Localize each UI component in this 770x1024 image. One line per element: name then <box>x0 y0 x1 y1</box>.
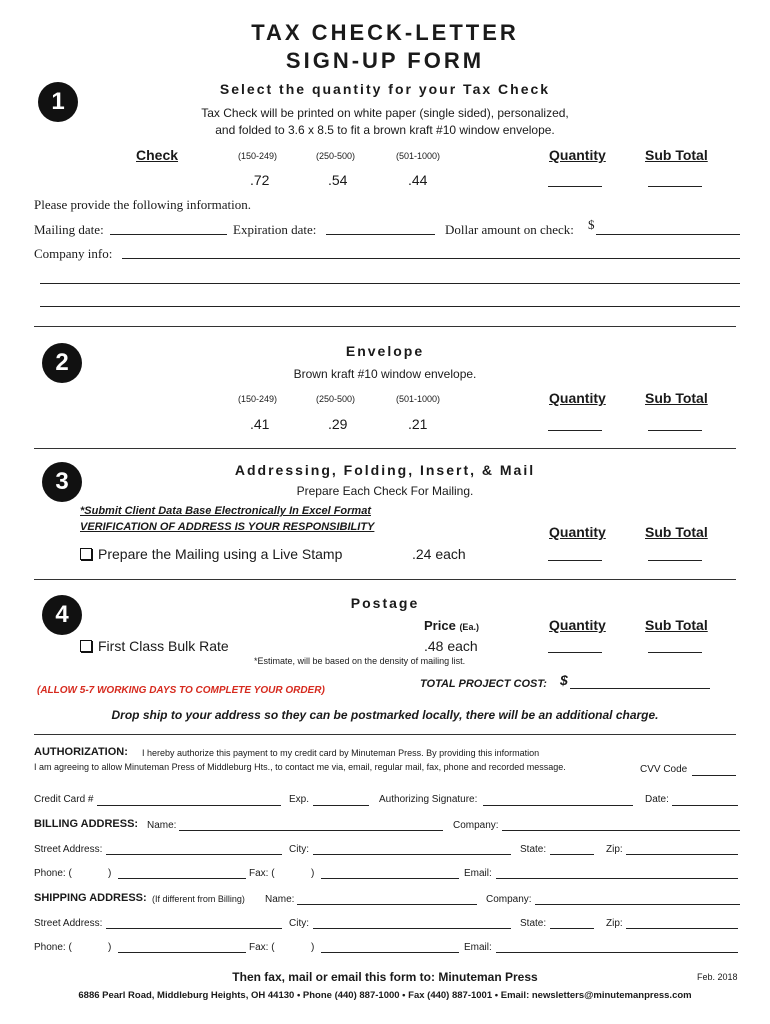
col-check-header: Check <box>136 147 179 163</box>
shipping-phone-field[interactable] <box>118 952 246 953</box>
billing-fax-label: Fax: ( <box>249 868 275 879</box>
send-form-line: Then fax, mail or email this form to: Minuteman Press <box>232 970 538 984</box>
section2-heading: Envelope <box>345 343 425 359</box>
billing-phone-field[interactable] <box>118 878 246 879</box>
date-label: Date: <box>645 794 669 805</box>
drop-ship-note: Drop ship to your address so they can be postmarked locally, there will be an additional charge. <box>111 708 659 722</box>
shipping-street-label: Street Address: <box>34 918 103 929</box>
divider <box>34 734 736 735</box>
bulk-rate-option[interactable] <box>80 638 229 654</box>
exp-field[interactable] <box>313 805 369 806</box>
expiration-date-field[interactable] <box>326 234 435 235</box>
price-501-1000: .44 <box>408 172 428 188</box>
company-info-field-1[interactable] <box>122 258 740 259</box>
shipping-subheading: (If different from Billing) <box>152 894 245 904</box>
tier-150-249: (150-249) <box>238 151 278 161</box>
check-subtotal-field[interactable] <box>648 186 702 187</box>
billing-name-field[interactable] <box>179 830 443 831</box>
company-info-field-3[interactable] <box>40 306 740 307</box>
bulk-rate-label: First Class Bulk Rate <box>98 638 229 654</box>
billing-zip-label: Zip: <box>606 844 623 855</box>
working-days-note: (ALLOW 5-7 WORKING DAYS TO COMPLETE YOUR ORDER) <box>37 685 325 696</box>
bulk-rate-price: .48 each <box>424 638 478 654</box>
shipping-email-field[interactable] <box>496 952 738 953</box>
auth-signature-field[interactable] <box>483 805 633 806</box>
date-field[interactable] <box>672 805 738 806</box>
billing-city-field[interactable] <box>313 854 511 855</box>
mailing-date-label: Mailing date: <box>34 222 104 237</box>
section1-desc-line1: Tax Check will be printed on white paper (single sided), personalized, <box>201 106 569 120</box>
price-label: Price <box>424 618 456 633</box>
authorization-text-line1: I hereby authorize this payment to my credit card by Minuteman Press. By providing this information <box>142 748 540 758</box>
shipping-city-field[interactable] <box>313 928 511 929</box>
shipping-phone-paren: ) <box>108 942 112 953</box>
dollar-amount-label: Dollar amount on check: <box>445 222 574 237</box>
shipping-state-field[interactable] <box>550 928 594 929</box>
shipping-fax-paren: ) <box>311 942 315 953</box>
price-each-header <box>424 618 479 633</box>
form-date: Feb. 2018 <box>697 972 738 982</box>
live-stamp-option[interactable] <box>80 546 342 562</box>
contact-line: 6886 Pearl Road, Middleburg Heights, OH 44130 • Phone (440) 887-1000 • Fax (440) 887-1001 • Email: newsletters@minutemanpress.com <box>78 990 692 1001</box>
divider <box>34 326 736 327</box>
postage-quantity-header: Quantity <box>549 617 606 633</box>
billing-company-field[interactable] <box>502 830 740 831</box>
form-title-line1: TAX CHECK-LETTER <box>251 20 519 45</box>
check-quantity-field[interactable] <box>548 186 602 187</box>
tier-501-1000: (501-1000) <box>396 151 441 161</box>
env-price-501-1000: .21 <box>408 416 428 432</box>
section3-heading: Addressing, Folding, Insert, & Mail <box>234 462 536 478</box>
verification-note: VERIFICATION OF ADDRESS IS YOUR RESPONSIBILITY <box>80 521 375 533</box>
section2-desc: Brown kraft #10 window envelope. <box>293 367 477 381</box>
shipping-fax-label: Fax: ( <box>249 942 275 953</box>
excel-format-note: *Submit Client Data Base Electronically In Excel Format <box>80 505 371 517</box>
billing-phone-label: Phone: ( <box>34 868 72 879</box>
billing-street-label: Street Address: <box>34 844 103 855</box>
postage-subtotal-header: Sub Total <box>645 617 708 633</box>
mailing-quantity-field[interactable] <box>548 560 602 561</box>
credit-card-label: Credit Card # <box>34 794 94 805</box>
shipping-email-label: Email: <box>464 942 492 953</box>
postage-quantity-field[interactable] <box>548 652 602 653</box>
price-250-500: .54 <box>328 172 348 188</box>
bulk-rate-checkbox[interactable] <box>80 640 92 652</box>
form-title-line2: SIGN-UP FORM <box>285 48 485 73</box>
env-price-150-249: .41 <box>250 416 270 432</box>
step-2-badge: 2 <box>42 343 82 383</box>
billing-zip-field[interactable] <box>626 854 738 855</box>
shipping-name-label: Name: <box>265 894 295 905</box>
postage-subtotal-field[interactable] <box>648 652 702 653</box>
section1-desc-line2: and folded to 3.6 x 8.5 to fit a brown kraft #10 window envelope. <box>215 123 555 137</box>
env-price-250-500: .29 <box>328 416 348 432</box>
company-info-label: Company info: <box>34 246 113 261</box>
section3-desc: Prepare Each Check For Mailing. <box>296 484 474 498</box>
divider <box>34 448 736 449</box>
mail-quantity-header: Quantity <box>549 524 606 540</box>
shipping-zip-label: Zip: <box>606 918 623 929</box>
auth-signature-label: Authorizing Signature: <box>379 794 478 805</box>
shipping-zip-field[interactable] <box>626 928 738 929</box>
shipping-state-label: State: <box>520 918 547 929</box>
billing-company-label: Company: <box>453 820 499 831</box>
tier-250-500: (250-500) <box>316 151 356 161</box>
billing-state-field[interactable] <box>550 854 594 855</box>
step-4-badge: 4 <box>42 595 82 635</box>
section4-heading: Postage <box>350 595 420 611</box>
shipping-city-label: City: <box>289 918 309 929</box>
dollar-sign: $ <box>588 217 595 232</box>
live-stamp-label: Prepare the Mailing using a Live Stamp <box>98 546 343 562</box>
estimate-note: *Estimate, will be based on the density of mailing list. <box>254 656 466 666</box>
billing-street-field[interactable] <box>106 854 282 855</box>
expiration-date-label: Expiration date: <box>233 222 317 237</box>
mail-subtotal-header: Sub Total <box>645 524 708 540</box>
billing-email-field[interactable] <box>496 878 738 879</box>
mailing-subtotal-field[interactable] <box>648 560 702 561</box>
total-project-cost-field[interactable] <box>570 688 710 689</box>
price-unit: (Ea.) <box>459 622 479 632</box>
shipping-fax-field[interactable] <box>321 952 459 953</box>
col-quantity-header: Quantity <box>549 147 606 163</box>
env-tier-250-500: (250-500) <box>316 394 356 404</box>
shipping-street-field[interactable] <box>106 928 282 929</box>
cvv-label: CVV Code <box>640 764 688 775</box>
step-1-badge: 1 <box>38 82 78 122</box>
shipping-phone-label: Phone: ( <box>34 942 72 953</box>
env-tier-501-1000: (501-1000) <box>396 394 441 404</box>
env-quantity-header: Quantity <box>549 390 606 406</box>
total-project-cost-label: TOTAL PROJECT COST: <box>420 678 547 690</box>
shipping-company-label: Company: <box>486 894 532 905</box>
price-150-249: .72 <box>250 172 270 188</box>
divider <box>34 579 736 580</box>
shipping-company-field[interactable] <box>535 904 740 905</box>
col-subtotal-header: Sub Total <box>645 147 708 163</box>
provide-info-text: Please provide the following information. <box>34 197 251 212</box>
section1-heading: Select the quantity for your Tax Check <box>219 81 551 97</box>
billing-email-label: Email: <box>464 868 492 879</box>
step-3-badge: 3 <box>42 462 82 502</box>
envelope-subtotal-field[interactable] <box>648 430 702 431</box>
billing-phone-paren: ) <box>108 868 112 879</box>
shipping-heading: SHIPPING ADDRESS: <box>34 892 147 904</box>
live-stamp-price: .24 each <box>412 546 466 562</box>
shipping-name-field[interactable] <box>297 904 477 905</box>
env-subtotal-header: Sub Total <box>645 390 708 406</box>
env-tier-150-249: (150-249) <box>238 394 278 404</box>
billing-fax-paren: ) <box>311 868 315 879</box>
dollar-amount-field[interactable] <box>596 234 740 235</box>
billing-city-label: City: <box>289 844 309 855</box>
authorization-text-line2: I am agreeing to allow Minuteman Press of Middleburg Hts., to contact me via, email, regular mail, fax, phone and recorded message. <box>34 762 566 772</box>
envelope-quantity-field[interactable] <box>548 430 602 431</box>
authorization-label: AUTHORIZATION: <box>34 746 128 758</box>
billing-heading: BILLING ADDRESS: <box>34 818 139 830</box>
billing-fax-field[interactable] <box>321 878 459 879</box>
credit-card-field[interactable] <box>97 805 281 806</box>
exp-label: Exp. <box>289 794 310 805</box>
mailing-date-field[interactable] <box>110 234 227 235</box>
cvv-field[interactable] <box>692 775 736 776</box>
company-info-field-2[interactable] <box>40 283 740 284</box>
billing-state-label: State: <box>520 844 547 855</box>
live-stamp-checkbox[interactable] <box>80 548 92 560</box>
billing-name-label: Name: <box>147 820 177 831</box>
total-dollar-sign: $ <box>560 672 568 688</box>
